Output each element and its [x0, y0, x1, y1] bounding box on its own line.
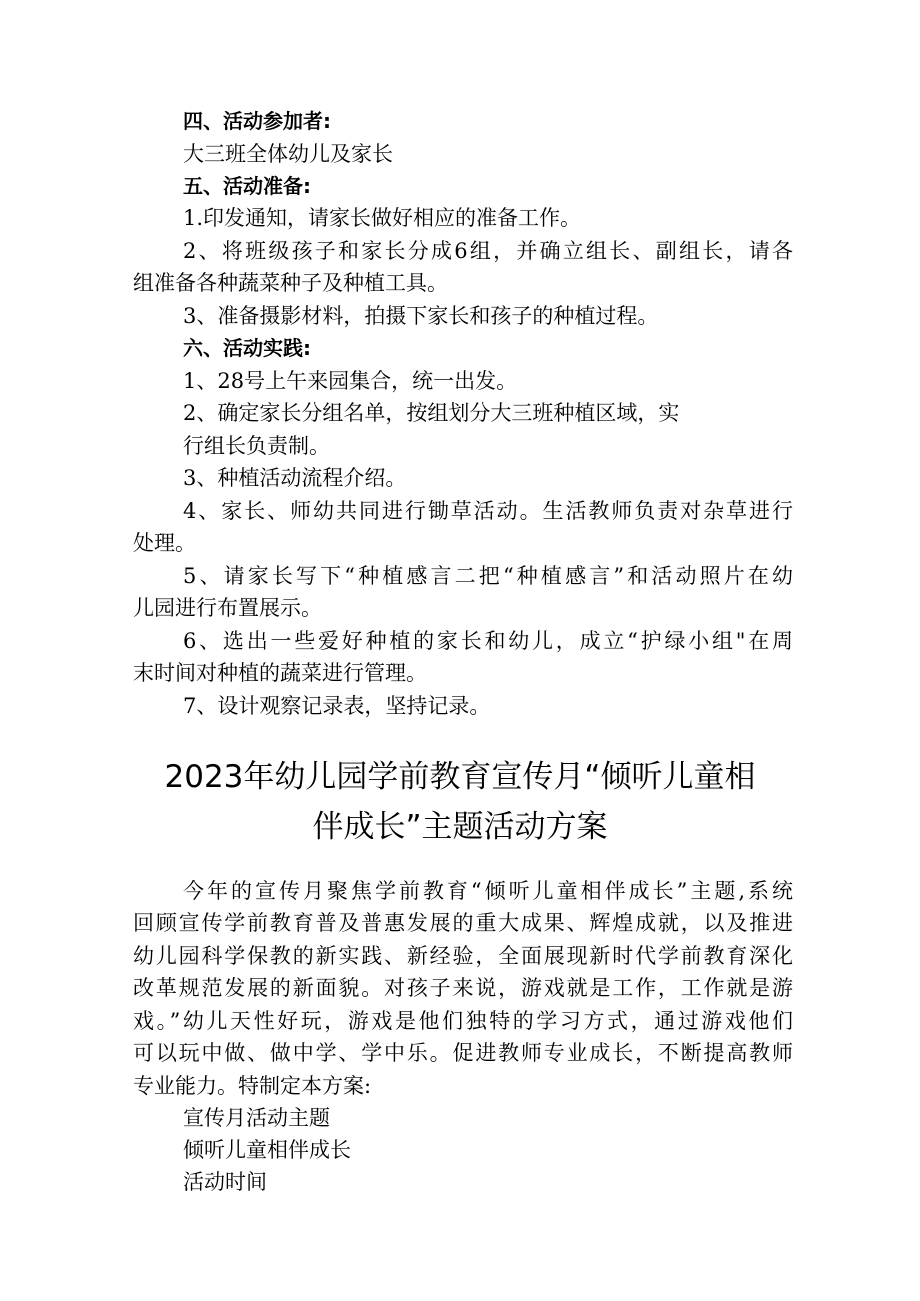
practice-item-5: 5、请家长写下“种植感言二把“种植感言”和活动照片在幼 — [183, 564, 793, 588]
practice-heading: 六、活动实践: — [183, 336, 311, 360]
theme-value: 倾听儿童相伴成长 — [183, 1138, 351, 1162]
theme-label: 宣传月活动主题 — [183, 1106, 330, 1130]
preparation-item-1: 1.印发通知，请家长做好相应的准备工作。 — [183, 206, 582, 230]
preparation-item-3: 3、准备摄影材料，拍摄下家长和孩子的种植过程。 — [183, 304, 659, 328]
intro-line-4: 改革规范发展的新面貌。对孩子来说，游戏就是工作，工作就是游 — [133, 976, 793, 1000]
practice-item-3: 3、种植活动流程介绍。 — [183, 466, 407, 490]
intro-line-5: 戏。”幼儿天性好玩，游戏是他们独特的学习方式，通过游戏他们 — [133, 1009, 793, 1033]
practice-item-6: 6、选出一些爱好种植的家长和幼儿，成立“护绿小组"在周 — [183, 629, 793, 653]
intro-line-2: 回顾宣传学前教育普及普惠发展的重大成果、辉煌成就，以及推进 — [133, 911, 793, 935]
page-title-line-2: 伴成长”主题活动方案 — [312, 809, 608, 845]
practice-item-6-cont: 末时间对种植的蔬菜进行管理。 — [133, 661, 427, 685]
preparation-item-2-cont: 组准备各种蔬菜种子及种植工具。 — [133, 271, 448, 295]
preparation-heading: 五、活动准备: — [183, 174, 311, 198]
intro-line-6: 可以玩中做、做中学、学中乐。促进教师专业成长，不断提高教师 — [133, 1041, 793, 1065]
preparation-item-2: 2、将班级孩子和家长分成6组，并确立组长、副组长，请各 — [183, 239, 793, 263]
practice-item-7: 7、设计观察记录表，坚持记录。 — [183, 694, 491, 718]
practice-item-5-cont: 儿园进行布置展示。 — [133, 596, 322, 620]
intro-line-7: 专业能力。特制定本方案: — [133, 1074, 372, 1098]
participants-text: 大三班全体幼儿及家长 — [183, 142, 393, 166]
intro-line-1: 今年的宣传月聚焦学前教育“倾听儿童相伴成长”主题,系统 — [183, 879, 793, 903]
practice-item-2: 2、确定家长分组名单，按组划分大三班种植区域，实 — [183, 401, 680, 425]
practice-item-2-cont: 行组长负责制。 — [183, 434, 330, 458]
practice-item-4: 4、家长、师幼共同进行锄草活动。生活教师负责对杂草进行 — [183, 499, 793, 523]
practice-item-4-cont: 处理。 — [133, 531, 196, 555]
intro-line-3: 幼儿园科学保教的新实践、新经验，全面展现新时代学前教育深化 — [133, 944, 793, 968]
page-title-line-1: 2023年幼儿园学前教育宣传月“倾听儿童相 — [164, 759, 756, 795]
time-label: 活动时间 — [183, 1170, 267, 1194]
participants-heading: 四、活动参加者: — [183, 109, 331, 133]
practice-item-1: 1、28号上午来园集合，统一出发。 — [183, 369, 518, 393]
